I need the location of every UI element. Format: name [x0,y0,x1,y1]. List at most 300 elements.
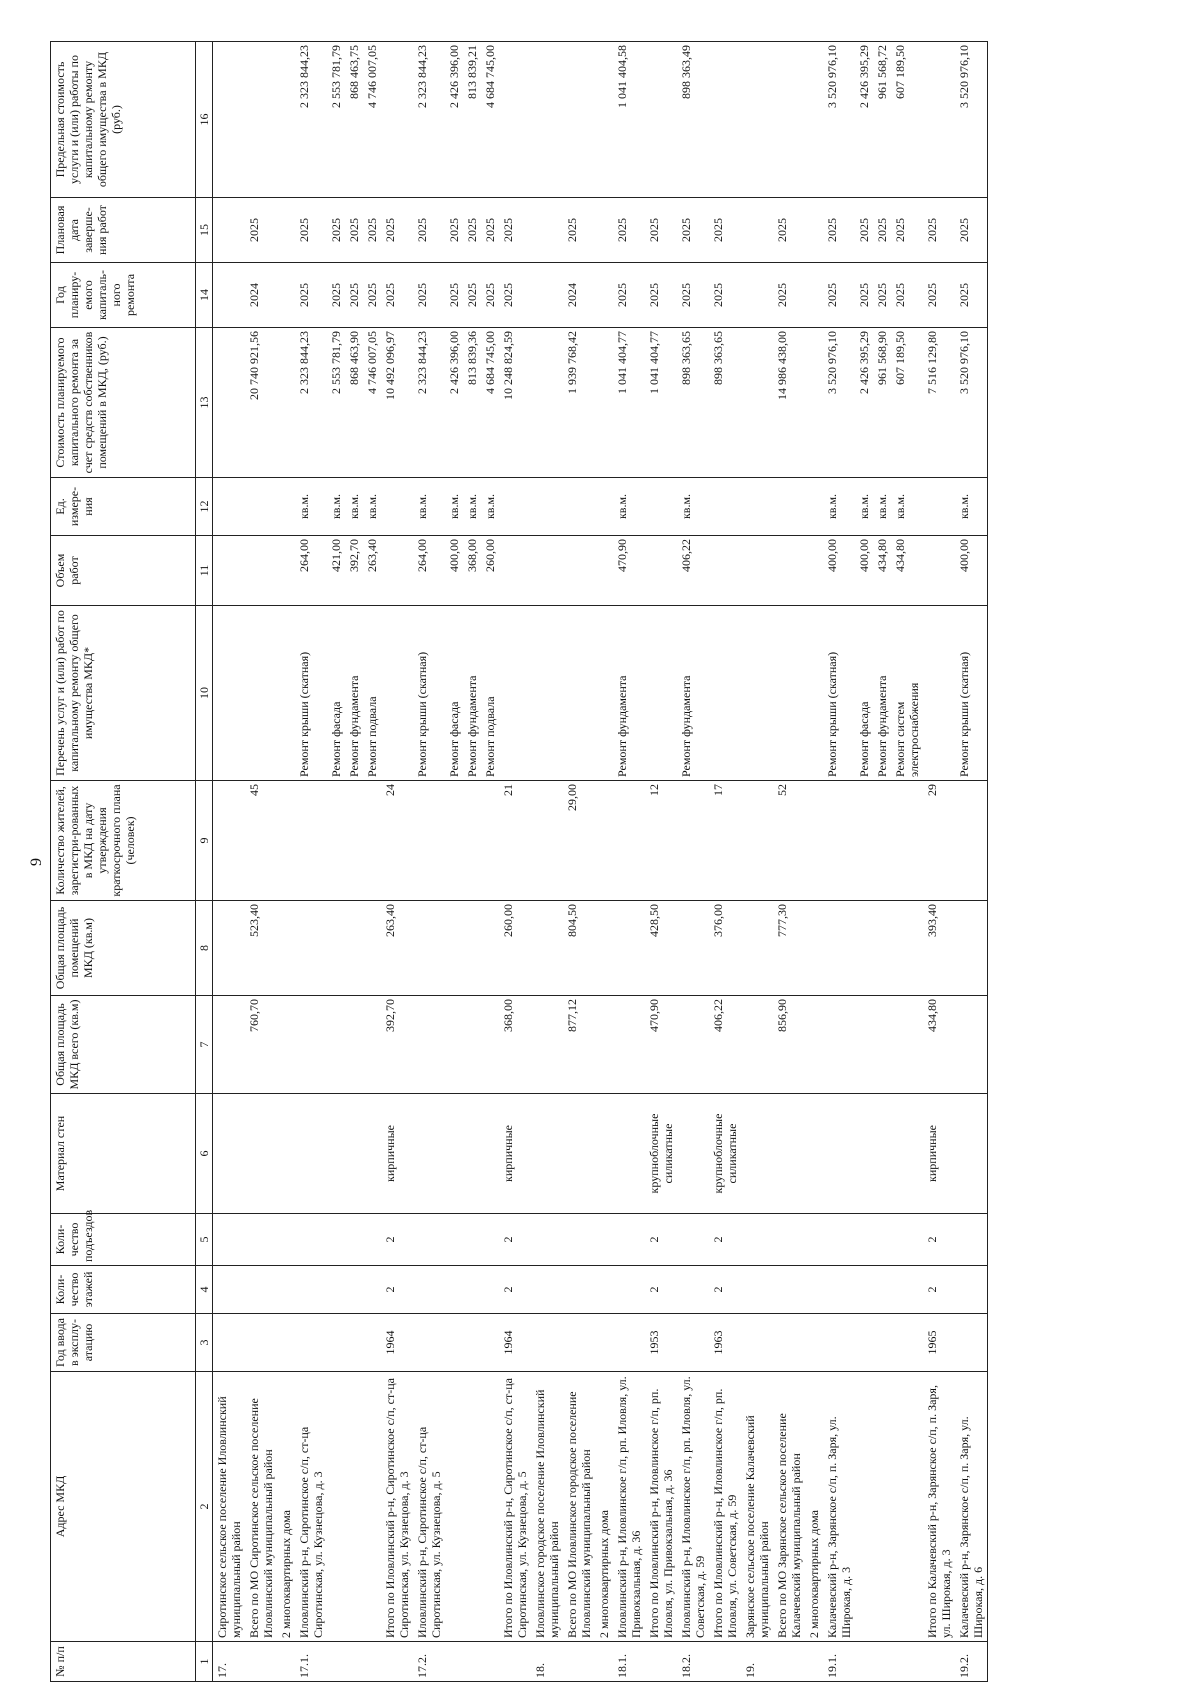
table-cell [805,901,823,996]
column-header: Коли-чество этажей [51,1266,196,1314]
table-row [481,42,499,1682]
table-row [445,42,463,1682]
table-cell: 2 [923,1214,955,1266]
table-cell [595,1094,613,1214]
table-cell [595,478,613,536]
table-cell [595,536,613,606]
table-cell: 264,00 [413,536,445,606]
table-cell: 2025 [873,198,891,263]
table-cell [709,42,741,198]
table-cell [855,1094,873,1214]
column-number: 6 [196,1094,213,1214]
table-cell: 2 426 395,29 [855,42,873,198]
table-cell [805,1314,823,1372]
table-cell: 760,70 [245,996,277,1094]
table-cell: Калачевский р-н, Зарянское с/п, п. Заря, ул. Широкая, д. 3 [823,1372,855,1642]
column-header: Коли-чество подъездов [51,1214,196,1266]
table-cell: 18.1. [613,1642,645,1682]
table-cell: Итого по Иловлинский р-н, Иловлинское г/п, рп. Иловля, ул. Советская, д. 59 [709,1372,741,1642]
table-cell [481,1372,499,1642]
table-cell [277,198,295,263]
table-cell: кв.м. [677,478,709,536]
table-cell: кв.м. [413,478,445,536]
column-header: Год ввода в эксплу-атацию [51,1314,196,1372]
table-cell: 1953 [645,1314,677,1372]
table-cell: Ремонт фундамента [677,606,709,781]
table-cell [381,1642,413,1682]
table-cell [823,901,855,996]
table-cell [891,1266,923,1314]
table-cell [531,198,563,263]
column-number: 14 [196,263,213,328]
table-cell: 19. [741,1642,773,1682]
table-cell: 961 568,90 [873,328,891,478]
table-cell [955,1314,988,1372]
table-cell: 2025 [563,198,595,263]
table-cell: 2025 [245,198,277,263]
table-cell: Всего по МО Иловлинское городское поселение Иловлинский муниципальный район [563,1372,595,1642]
table-cell: 2025 [873,263,891,328]
table-cell [531,1314,563,1372]
table-row [345,42,363,1682]
table-cell: 263,40 [363,536,381,606]
table-row [923,42,955,1682]
table-cell [595,328,613,478]
table-cell: 2025 [891,263,923,328]
table-cell [805,42,823,198]
table-cell: 2025 [413,198,445,263]
table-cell [595,901,613,996]
table-cell [445,1094,463,1214]
table-cell: 856,90 [773,996,805,1094]
table-cell: 400,00 [445,536,463,606]
table-cell: 17. [213,1642,246,1682]
table-cell [277,478,295,536]
table-cell [677,996,709,1094]
table-cell: 3 520 976,10 [823,42,855,198]
table-cell [363,901,381,996]
table-cell: крупноблочные силикатные [645,1094,677,1214]
table-cell [445,901,463,996]
table-cell [563,1214,595,1266]
table-cell: Ремонт фасада [327,606,345,781]
table-cell: 2 [923,1266,955,1314]
header-row [51,42,196,1682]
column-number: 15 [196,198,213,263]
table-cell [855,1642,873,1682]
table-cell: 393,40 [923,901,955,996]
table-cell [327,1372,345,1642]
table-cell [805,198,823,263]
table-cell: 2025 [773,263,805,328]
table-cell: 2 [499,1266,531,1314]
table-cell: 1964 [499,1314,531,1372]
table-cell: 18.2. [677,1642,709,1682]
table-cell [531,263,563,328]
table-cell: 2025 [613,263,645,328]
table-cell [463,781,481,901]
table-cell: 2 553 781,79 [327,42,345,198]
column-header: № п/п [51,1642,196,1682]
table-cell: 392,70 [345,536,363,606]
table-cell [823,1266,855,1314]
table-cell: Ремонт крыши (скатная) [955,606,988,781]
table-cell: Ремонт систем электроснабжения [891,606,923,781]
table-cell [923,536,955,606]
table-cell [445,1266,463,1314]
table-cell: 4 684 745,00 [481,328,499,478]
table-cell [955,901,988,996]
table-cell: 406,22 [709,996,741,1094]
table-cell [741,901,773,996]
table-cell: 392,70 [381,996,413,1094]
table-cell: кв.м. [955,478,988,536]
table-cell [381,536,413,606]
column-number: 16 [196,42,213,198]
table-row [213,42,246,1682]
column-header: Материал стен [51,1094,196,1214]
table-row [295,42,327,1682]
table-cell [563,1094,595,1214]
table-cell: Калачевский р-н, Зарянское с/п, п. Заря, ул. Широкая, д. 6 [955,1372,988,1642]
table-cell [645,606,677,781]
table-cell: 3 520 976,10 [955,42,988,198]
table-cell [923,606,955,781]
table-row [677,42,709,1682]
column-number: 5 [196,1214,213,1266]
table-cell: 260,00 [499,901,531,996]
table-cell: 2025 [645,263,677,328]
table-cell: Ремонт фундамента [345,606,363,781]
rotated-page [28,42,1168,1682]
table-cell [741,781,773,901]
table-cell: 2 многоквартирных дома [805,1372,823,1642]
table-cell [873,1642,891,1682]
table-cell: 2 [381,1214,413,1266]
table-cell: 10 248 824,59 [499,328,531,478]
table-cell [445,781,463,901]
column-header: Количество жителей, зарегистри-рованных в МКД на дату утверждения краткосрочного плана (человек) [51,781,196,901]
table-cell: 1964 [381,1314,413,1372]
table-cell [363,1372,381,1642]
table-cell [213,328,246,478]
table-cell [773,478,805,536]
table-cell: 368,00 [463,536,481,606]
table-row [773,42,805,1682]
table-cell [327,1642,345,1682]
table-cell [891,996,923,1094]
table-row [245,42,277,1682]
table-cell [773,42,805,198]
table-cell: 4 746 007,05 [363,328,381,478]
table-cell: Ремонт фасада [855,606,873,781]
table-cell: кв.м. [363,478,381,536]
table-cell [773,1094,805,1214]
table-cell [277,536,295,606]
table-cell [873,1314,891,1372]
table-cell [773,606,805,781]
table-cell [363,1266,381,1314]
table-cell: 19.2. [955,1642,988,1682]
table-cell: 2025 [295,263,327,328]
column-header: Год планиру-емого капиталь-ного ремонта [51,263,196,328]
table-cell [327,1094,345,1214]
table-cell [805,1642,823,1682]
table-cell [563,1266,595,1314]
table-cell: кв.м. [891,478,923,536]
table-cell [891,1642,923,1682]
table-cell: 470,90 [613,536,645,606]
table-cell: 2025 [955,198,988,263]
table-cell: 2025 [823,263,855,328]
table-cell [891,1214,923,1266]
column-number: 9 [196,781,213,901]
table-cell: 2 323 844,23 [295,328,327,478]
table-cell: крупноблочные силикатные [709,1094,741,1214]
table-cell [955,1266,988,1314]
table-cell: 2025 [709,263,741,328]
table-cell [923,42,955,198]
table-cell [873,781,891,901]
table-cell [805,478,823,536]
table-cell [327,901,345,996]
table-cell: 961 568,72 [873,42,891,198]
table-cell [277,996,295,1094]
table-cell [413,1214,445,1266]
table-cell: 2025 [295,198,327,263]
table-cell [873,1266,891,1314]
table-cell [345,1214,363,1266]
table-cell: 2025 [463,263,481,328]
table-cell: 898 363,65 [709,328,741,478]
table-cell [277,1314,295,1372]
table-cell: 813 839,21 [463,42,481,198]
table-cell [873,1214,891,1266]
table-cell [277,1266,295,1314]
table-cell [741,478,773,536]
table-cell [327,1314,345,1372]
table-cell: 2025 [955,263,988,328]
table-cell: Ремонт подвала [481,606,499,781]
table-cell: 18. [531,1642,563,1682]
table-cell: 2025 [891,198,923,263]
table-cell: Зарянское сельское поселение Калачевский муниципальный район [741,1372,773,1642]
table-cell: Ремонт подвала [363,606,381,781]
table-cell: 3 520 976,10 [955,328,988,478]
table-cell [677,901,709,996]
table-cell [613,1214,645,1266]
table-cell: 19.1. [823,1642,855,1682]
column-number: 2 [196,1372,213,1642]
table-cell [213,1266,246,1314]
table-cell [277,901,295,996]
table-cell [823,996,855,1094]
table-cell [327,1266,345,1314]
table-cell [213,1214,246,1266]
table-cell: 7 516 129,80 [923,328,955,478]
table-cell [413,1266,445,1314]
table-cell [295,1094,327,1214]
table-cell: кв.м. [445,478,463,536]
table-cell [463,1372,481,1642]
table-cell [923,478,955,536]
table-cell: 877,12 [563,996,595,1094]
table-cell [363,996,381,1094]
table-cell [245,1094,277,1214]
table-cell [955,996,988,1094]
table-row [363,42,381,1682]
table-cell: Иловлинский р-н, Иловлинское г/п, рп. Иловля, ул. Привокзальная, д. 36 [613,1372,645,1642]
table-cell: 264,00 [295,536,327,606]
table-cell: Иловлинский р-н, Сиротинское с/п, ст-ца Сиротинская, ул. Кузнецова, д. 5 [413,1372,445,1642]
table-cell [445,996,463,1094]
table-cell: 2025 [499,263,531,328]
table-cell: 2025 [381,198,413,263]
table-cell: 868 463,90 [345,328,363,478]
table-cell: 2025 [677,263,709,328]
table-cell: 17.2. [413,1642,445,1682]
table-cell [463,1214,481,1266]
table-cell: Итого по Иловлинский р-н, Сиротинское с/п, ст-ца Сиротинская, ул. Кузнецова, д. 5 [499,1372,531,1642]
table-cell [531,606,563,781]
table-cell [741,606,773,781]
table-cell: 2025 [677,198,709,263]
table-cell [327,996,345,1094]
column-number: 11 [196,536,213,606]
column-number: 10 [196,606,213,781]
table-cell [481,1314,499,1372]
table-cell [499,42,531,198]
column-header: Ед. измере-ния [51,478,196,536]
table-cell [277,1214,295,1266]
table-cell [677,1266,709,1314]
table-cell [595,996,613,1094]
table-cell: кв.м. [873,478,891,536]
table-cell: 898 363,49 [677,42,709,198]
table-cell [213,901,246,996]
table-cell: 3 520 976,10 [823,328,855,478]
column-number: 3 [196,1314,213,1372]
table-cell: кв.м. [481,478,499,536]
column-number-row [196,42,213,1682]
table-cell: 52 [773,781,805,901]
table-cell: 2 [645,1266,677,1314]
table-cell [445,1314,463,1372]
table-cell [805,606,823,781]
table-cell: кирпичные [381,1094,413,1214]
table-cell [381,42,413,198]
table-cell [805,1266,823,1314]
table-cell [741,42,773,198]
table-cell: 2024 [245,263,277,328]
table-cell: 2025 [363,263,381,328]
table-cell: Ремонт крыши (скатная) [823,606,855,781]
table-cell: 607 189,50 [891,42,923,198]
column-header: Общая площадь помещений МКД (кв.м) [51,901,196,996]
table-cell [563,1642,595,1682]
table-cell: 406,22 [677,536,709,606]
table-cell: Итого по Калачевский р-н, Зарянское с/п, п. Заря, ул. Широкая, д. 3 [923,1372,955,1642]
table-cell: кирпичные [499,1094,531,1214]
table-cell: 434,80 [923,996,955,1094]
table-cell [277,328,295,478]
table-cell: 2025 [463,198,481,263]
table-cell [595,1314,613,1372]
table-cell [563,478,595,536]
table-cell: 470,90 [645,996,677,1094]
table-cell [277,1642,295,1682]
table-cell [773,1314,805,1372]
table-cell [445,1214,463,1266]
table-cell: Итого по Иловлинский р-н, Сиротинское с/п, ст-ца Сиротинская, ул. Кузнецова, д. 3 [381,1372,413,1642]
table-cell [773,1266,805,1314]
table-cell: 2025 [381,263,413,328]
table-cell: 2 [381,1266,413,1314]
table-cell [891,781,923,901]
table-cell: 376,00 [709,901,741,996]
table-cell: Сиротинское сельское поселение Иловлинский муниципальный район [213,1372,246,1642]
table-cell [677,1094,709,1214]
column-number: 13 [196,328,213,478]
table-cell: 804,50 [563,901,595,996]
table-cell [277,1094,295,1214]
table-cell: 2025 [345,263,363,328]
table-cell [413,901,445,996]
table-cell: 14 986 438,00 [773,328,805,478]
table-cell: 2 323 844,23 [413,328,445,478]
table-cell [823,1214,855,1266]
table-cell [463,996,481,1094]
table-cell [855,1214,873,1266]
table-cell: Ремонт фундамента [613,606,645,781]
table-row [413,42,445,1682]
table-cell: 2 553 781,79 [327,328,345,478]
column-header: Общая площадь МКД всего (кв.м) [51,996,196,1094]
table-cell [345,1094,363,1214]
table-cell [855,996,873,1094]
table-cell [213,1314,246,1372]
table-cell [481,901,499,996]
table-cell [823,781,855,901]
table-cell [277,781,295,901]
table-cell: 2024 [563,263,595,328]
table-row [645,42,677,1682]
table-cell [677,1214,709,1266]
table-cell [213,1094,246,1214]
table-cell: 2025 [327,263,345,328]
table-cell [245,1314,277,1372]
table-cell [531,996,563,1094]
table-cell: 607 189,50 [891,328,923,478]
table-cell [531,1214,563,1266]
table-cell: 2025 [823,198,855,263]
table-cell: Иловлинский р-н, Сиротинское с/п, ст-ца Сиротинская, ул. Кузнецова, д. 3 [295,1372,327,1642]
table-cell: 263,40 [381,901,413,996]
table-cell [595,606,613,781]
table-cell: 2 426 396,00 [445,328,463,478]
table-cell: 45 [245,781,277,901]
table-cell [345,781,363,901]
table-cell [923,1642,955,1682]
table-cell [805,328,823,478]
table-cell [531,1094,563,1214]
column-number: 7 [196,996,213,1094]
table-cell [613,901,645,996]
table-cell: 2 323 844,23 [413,42,445,198]
table-row [891,42,923,1682]
table-cell [955,781,988,901]
table-cell: 2025 [709,198,741,263]
